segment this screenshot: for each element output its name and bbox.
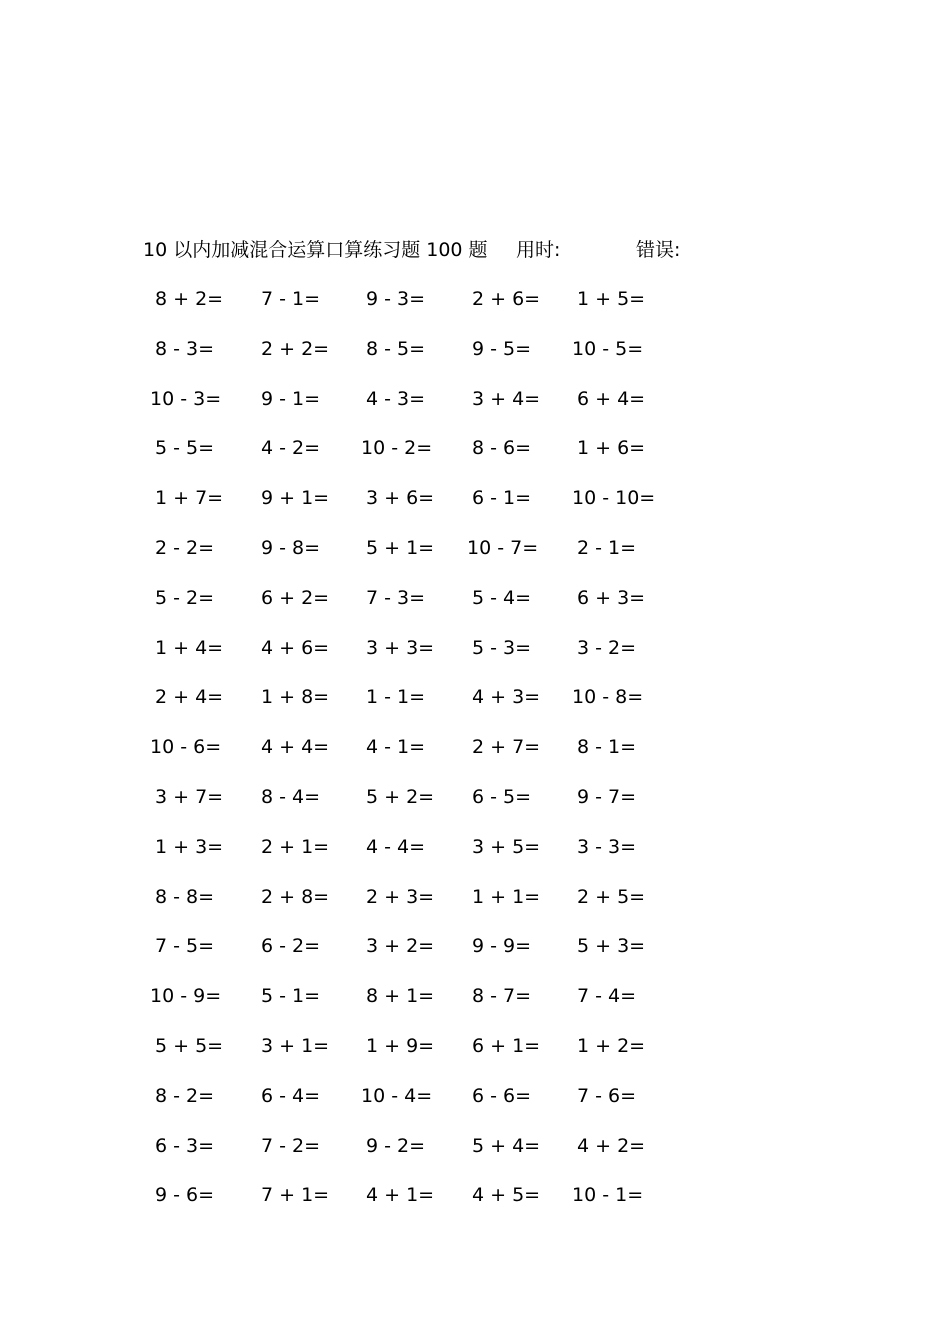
problem-item: 1 + 3= xyxy=(155,836,224,858)
problem-item: 5 - 1= xyxy=(261,985,321,1007)
problem-item: 5 + 4= xyxy=(472,1135,541,1157)
problem-item: 8 - 5= xyxy=(366,338,426,360)
problem-item: 8 - 8= xyxy=(155,886,215,908)
problem-item: 3 + 4= xyxy=(472,388,541,410)
problem-item: 8 - 1= xyxy=(577,736,637,758)
problem-item: 9 - 6= xyxy=(155,1184,215,1206)
problem-item: 8 - 6= xyxy=(472,437,532,459)
problem-item: 2 + 7= xyxy=(472,736,541,758)
problem-item: 2 - 2= xyxy=(155,537,215,559)
problem-item: 9 - 7= xyxy=(577,786,637,808)
problem-item: 3 + 2= xyxy=(366,935,435,957)
problem-item: 1 + 6= xyxy=(577,437,646,459)
problem-item: 10 - 3= xyxy=(150,388,222,410)
problem-item: 3 - 2= xyxy=(577,637,637,659)
problem-item: 1 - 1= xyxy=(366,686,426,708)
problem-item: 3 + 3= xyxy=(366,637,435,659)
problem-item: 5 + 1= xyxy=(366,537,435,559)
problem-item: 7 - 1= xyxy=(261,288,321,310)
problem-item: 10 - 5= xyxy=(572,338,644,360)
problem-item: 10 - 2= xyxy=(361,437,433,459)
problem-item: 10 - 6= xyxy=(150,736,222,758)
problem-item: 6 - 6= xyxy=(472,1085,532,1107)
problem-item: 10 - 9= xyxy=(150,985,222,1007)
problem-item: 6 - 3= xyxy=(155,1135,215,1157)
problem-item: 9 + 1= xyxy=(261,487,330,509)
problem-item: 5 - 2= xyxy=(155,587,215,609)
problem-item: 5 - 4= xyxy=(472,587,532,609)
problem-item: 4 - 4= xyxy=(366,836,426,858)
problem-item: 1 + 8= xyxy=(261,686,330,708)
problem-item: 4 + 1= xyxy=(366,1184,435,1206)
problem-item: 8 - 7= xyxy=(472,985,532,1007)
problem-item: 4 + 2= xyxy=(577,1135,646,1157)
time-used-label: 用时: xyxy=(516,239,561,261)
problem-item: 7 - 4= xyxy=(577,985,637,1007)
problem-item: 7 - 6= xyxy=(577,1085,637,1107)
problem-item: 10 - 4= xyxy=(361,1085,433,1107)
problem-item: 1 + 2= xyxy=(577,1035,646,1057)
problem-item: 2 + 3= xyxy=(366,886,435,908)
problem-item: 6 - 5= xyxy=(472,786,532,808)
problem-item: 3 + 1= xyxy=(261,1035,330,1057)
problem-item: 6 + 1= xyxy=(472,1035,541,1057)
problem-item: 9 - 3= xyxy=(366,288,426,310)
problem-item: 9 - 2= xyxy=(366,1135,426,1157)
problem-item: 6 - 4= xyxy=(261,1085,321,1107)
problem-item: 8 - 2= xyxy=(155,1085,215,1107)
problem-item: 4 + 4= xyxy=(261,736,330,758)
problem-item: 5 + 2= xyxy=(366,786,435,808)
problem-item: 6 - 1= xyxy=(472,487,532,509)
problem-item: 8 - 4= xyxy=(261,786,321,808)
problem-item: 10 - 8= xyxy=(572,686,644,708)
errors-label: 错误: xyxy=(636,239,681,261)
problem-item: 7 + 1= xyxy=(261,1184,330,1206)
problem-item: 6 + 4= xyxy=(577,388,646,410)
problem-item: 7 - 2= xyxy=(261,1135,321,1157)
problem-item: 3 + 5= xyxy=(472,836,541,858)
problem-item: 7 - 5= xyxy=(155,935,215,957)
problem-item: 3 + 7= xyxy=(155,786,224,808)
problem-item: 4 - 3= xyxy=(366,388,426,410)
problem-item: 10 - 1= xyxy=(572,1184,644,1206)
problem-item: 2 + 5= xyxy=(577,886,646,908)
problem-item: 5 + 5= xyxy=(155,1035,224,1057)
problem-item: 5 - 3= xyxy=(472,637,532,659)
worksheet-title: 10 以内加减混合运算口算练习题 100 题 xyxy=(143,239,488,261)
problem-item: 8 - 3= xyxy=(155,338,215,360)
problem-item: 9 - 5= xyxy=(472,338,532,360)
problem-item: 1 + 7= xyxy=(155,487,224,509)
problem-item: 2 + 1= xyxy=(261,836,330,858)
problem-item: 4 + 3= xyxy=(472,686,541,708)
problem-item: 4 + 6= xyxy=(261,637,330,659)
problem-item: 6 - 2= xyxy=(261,935,321,957)
problem-item: 10 - 10= xyxy=(572,487,656,509)
problem-item: 10 - 7= xyxy=(467,537,539,559)
problem-item: 4 - 1= xyxy=(366,736,426,758)
problem-item: 2 + 8= xyxy=(261,886,330,908)
problem-item: 2 + 2= xyxy=(261,338,330,360)
problem-item: 2 + 4= xyxy=(155,686,224,708)
problem-item: 6 + 3= xyxy=(577,587,646,609)
problem-item: 9 - 1= xyxy=(261,388,321,410)
problem-item: 1 + 5= xyxy=(577,288,646,310)
problem-item: 1 + 4= xyxy=(155,637,224,659)
problem-item: 6 + 2= xyxy=(261,587,330,609)
problem-item: 9 - 9= xyxy=(472,935,532,957)
problem-item: 2 - 1= xyxy=(577,537,637,559)
problem-item: 3 - 3= xyxy=(577,836,637,858)
problem-item: 5 + 3= xyxy=(577,935,646,957)
problem-item: 5 - 5= xyxy=(155,437,215,459)
problem-item: 8 + 1= xyxy=(366,985,435,1007)
problem-item: 2 + 6= xyxy=(472,288,541,310)
problem-item: 1 + 1= xyxy=(472,886,541,908)
problem-item: 9 - 8= xyxy=(261,537,321,559)
problem-item: 7 - 3= xyxy=(366,587,426,609)
problem-item: 4 + 5= xyxy=(472,1184,541,1206)
problem-item: 3 + 6= xyxy=(366,487,435,509)
problem-item: 1 + 9= xyxy=(366,1035,435,1057)
problem-item: 4 - 2= xyxy=(261,437,321,459)
problem-item: 8 + 2= xyxy=(155,288,224,310)
